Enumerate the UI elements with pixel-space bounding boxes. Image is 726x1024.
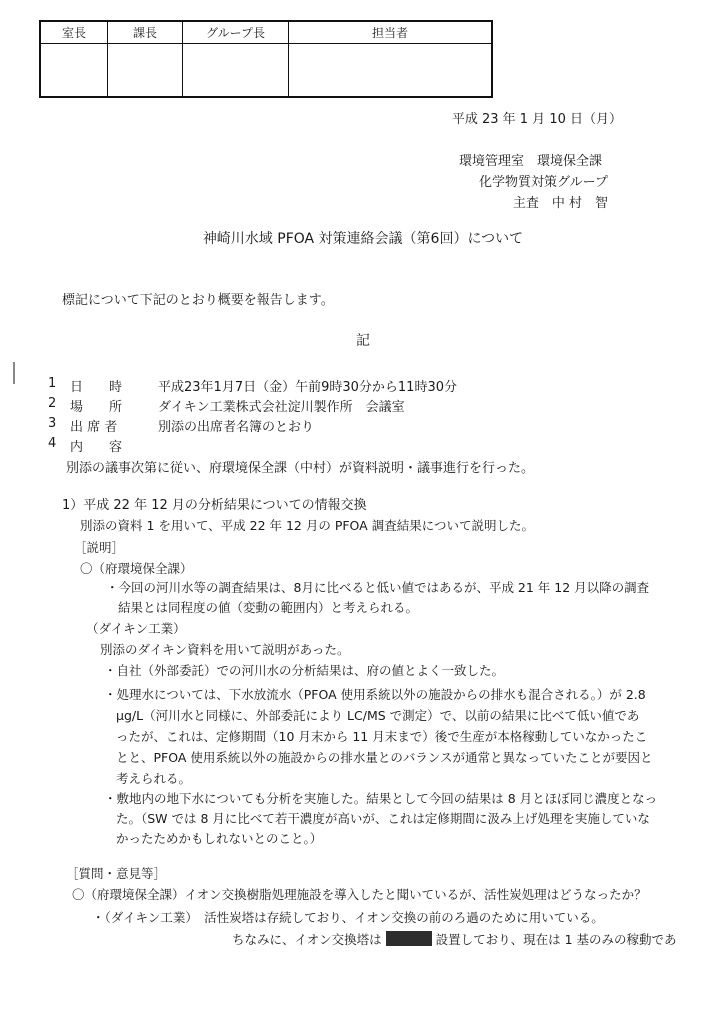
- item-number: 3: [48, 416, 57, 431]
- approval-cell: [289, 44, 493, 98]
- item-label: 出 席 者: [70, 420, 118, 435]
- document-date: 平成 23 年 1 月 10 日（月）: [451, 112, 622, 127]
- daikin-intro: 別添のダイキン資料を用いて説明があった。: [100, 642, 350, 657]
- approval-header-tantosha: 担当者: [289, 21, 493, 44]
- redaction-block: [386, 931, 432, 946]
- author-group: 化学物質対策グループ: [479, 175, 608, 190]
- approval-header-group-leader: グループ長: [183, 21, 289, 44]
- explanation-label: ［説明］: [74, 540, 125, 555]
- item-number: 1: [48, 376, 57, 391]
- item-label: 内 容: [70, 440, 123, 455]
- daikin-line: μg/L（河川水と同様に、外部委託により LC/MS で測定）で、以前の結果に比べて低い値であ: [116, 708, 640, 723]
- daikin-speaker-label: （ダイキン工業）: [86, 621, 186, 636]
- intro-text: 標記について下記のとおり概要を報告します。: [62, 293, 334, 308]
- author-name: 主査 中 村 智: [512, 196, 608, 211]
- approval-cell: [108, 44, 183, 98]
- item-label: 日 時: [70, 380, 123, 395]
- author-department: 環境管理室 環境保全課: [458, 154, 602, 169]
- qa-answer: ・（ダイキン工業） 活性炭塔は存続しており、イオン交換の前のろ過のために用いている。: [92, 910, 604, 925]
- item-value: ダイキン工業株式会社淀川製作所 会議室: [158, 400, 405, 415]
- item-number: 2: [48, 396, 57, 411]
- fu-line: ・今回の河川水等の調査結果は、8月に比べると低い値ではあるが、平成 21 年 12 月以降の調査: [106, 580, 650, 595]
- approval-header-shitsucho: 室長: [40, 21, 108, 44]
- approval-stamp-table: [39, 20, 493, 98]
- section1-intro: 別添の資料 1 を用いて、平成 22 年 12 月の PFOA 調査結果について説明した。: [80, 518, 534, 533]
- approval-header-kacho: 課長: [108, 21, 183, 44]
- daikin-line: ・処理水については、下水放流水（PFOA 使用系統以外の施設からの排水も混合される。）が 2.8: [104, 687, 646, 702]
- daikin-line: た。（SW では 8 月に比べて若干濃度が高いが、これは定修期間に汲み上げ処理を実施していな: [116, 811, 650, 826]
- daikin-line: かったためかもしれないとのこと。）: [116, 831, 323, 846]
- daikin-line: ・自社（外部委託）での河川水の分析結果は、府の値とよく一致した。: [104, 663, 505, 678]
- item-label: 場 所: [70, 400, 123, 415]
- daikin-line: 考えられる。: [116, 771, 192, 786]
- qa-question: 〇（府環境保全課）イオン交換樹脂処理施設を導入したと聞いているが、活性炭処理はどうなったか？: [72, 887, 647, 902]
- qa-answer-post: 設置しており、現在は 1 基のみの稼動であ: [435, 932, 677, 947]
- margin-mark: [13, 362, 15, 384]
- daikin-line: とと、PFOA 使用系統以外の施設からの排水量とのバランスが通常と異なっていたことが要因と: [116, 750, 653, 765]
- item-value: 平成23年1月7日（金）午前9時30分から11時30分: [158, 380, 457, 395]
- fu-speaker-label: 〇（府環境保全課）: [80, 561, 193, 576]
- qa-answer-pre: ちなみに、イオン交換塔は: [232, 932, 382, 947]
- document-title: 神崎川水域 PFOA 対策連絡会議（第6回）について: [202, 231, 524, 247]
- qa-label: ［質問・意見等］: [66, 866, 167, 881]
- section1-heading: 1）平成 22 年 12 月の分析結果についての情報交換: [62, 498, 367, 513]
- qa-answer-continued: [232, 930, 677, 948]
- item-value: 別添の出席者名簿のとおり: [158, 420, 315, 435]
- ki-heading: 記: [356, 333, 370, 349]
- approval-cell: [183, 44, 289, 98]
- content-intro: 別添の議事次第に従い、府環境保全課（中村）が資料説明・議事進行を行った。: [66, 461, 535, 476]
- daikin-line: ったが、これは、定修期間（10 月末から 11 月末まで）後で生産が本格稼動していなかったこ: [116, 729, 648, 744]
- daikin-line: ・敷地内の地下水についても分析を実施した。結果として今回の結果は 8 月とほぼ同じ濃度となっ: [104, 791, 658, 806]
- fu-line: 結果とは同程度の値（変動の範囲内）と考えられる。: [118, 600, 419, 615]
- item-number: 4: [48, 436, 57, 451]
- approval-cell: [40, 44, 108, 98]
